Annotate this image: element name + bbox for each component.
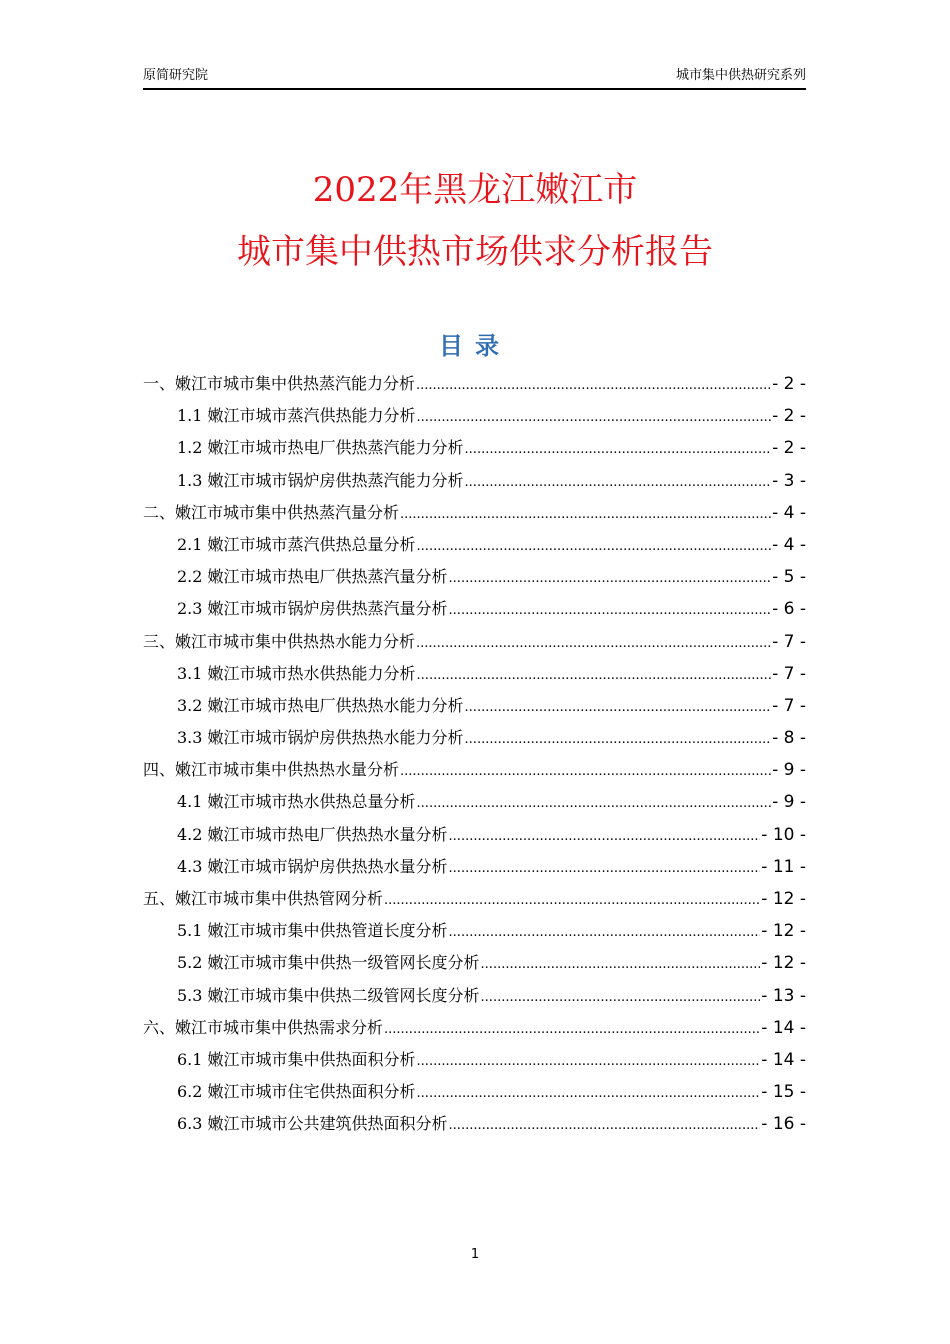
toc-entry-chapter[interactable] — [143, 371, 806, 403]
toc-entry-chapter[interactable] — [143, 500, 806, 532]
toc-entry-page: - 5 - — [772, 567, 806, 588]
toc-dot-leader — [416, 374, 771, 393]
toc-entry-label: 1.1 嫩江市城市蒸汽供热能力分析 — [177, 406, 416, 426]
toc-entry-page: - 7 - — [772, 631, 806, 652]
toc-entry-page: - 4 - — [772, 534, 806, 555]
toc-entry-label: 4.1 嫩江市城市热水供热总量分析 — [177, 792, 416, 812]
toc-dot-leader — [481, 986, 761, 1005]
toc-dot-leader — [400, 760, 771, 779]
report-title-line-1: 2022年黑龙江嫩江市 — [312, 170, 638, 210]
toc-entry-page: - 11 - — [761, 856, 806, 877]
toc-entry-section[interactable] — [143, 725, 806, 757]
toc-entry-label: 一、嫩江市城市集中供热蒸汽能力分析 — [143, 374, 416, 393]
toc-entry-label: 5.2 嫩江市城市集中供热一级管网长度分析 — [177, 953, 480, 973]
toc-entry-section[interactable] — [143, 822, 806, 854]
toc-entry-page: - 13 - — [761, 985, 806, 1006]
toc-entry-chapter[interactable] — [143, 886, 806, 918]
toc-dot-leader — [417, 535, 772, 554]
toc-entry-page: - 10 - — [761, 824, 806, 845]
toc-entry-section[interactable] — [143, 1047, 806, 1079]
toc-heading: 目录 — [439, 332, 511, 360]
toc-entry-page: - 12 - — [761, 921, 806, 942]
header-organization: 原简研究院 — [143, 68, 209, 83]
toc-entry-label: 2.2 嫩江市城市热电厂供热蒸汽量分析 — [177, 567, 448, 587]
toc-dot-leader — [449, 921, 761, 940]
toc-entry-section[interactable] — [143, 918, 806, 950]
toc-entry-section[interactable] — [143, 789, 806, 821]
toc-entry-label: 六、嫩江市城市集中供热需求分析 — [143, 1017, 384, 1037]
toc-dot-leader — [417, 1050, 761, 1069]
toc-dot-leader — [465, 728, 772, 747]
toc-entry-section[interactable] — [143, 1111, 806, 1143]
toc-entry-label: 6.1 嫩江市城市集中供热面积分析 — [177, 1049, 416, 1069]
toc-entry-label: 三、嫩江市城市集中供热热水能力分析 — [143, 631, 416, 651]
toc-entry-section[interactable] — [143, 435, 806, 467]
toc-entry-label: 4.3 嫩江市城市锅炉房供热热水量分析 — [177, 856, 448, 876]
toc-entry-page: - 7 - — [772, 663, 806, 684]
toc-entry-page: - 7 - — [772, 695, 806, 716]
page-header — [143, 66, 806, 90]
toc-entry-section[interactable] — [143, 596, 806, 628]
toc-entry-section[interactable] — [143, 403, 806, 435]
toc-entry-section[interactable] — [143, 661, 806, 693]
toc-entry-section[interactable] — [143, 1079, 806, 1111]
toc-entry-label: 四、嫩江市城市集中供热热水量分析 — [143, 760, 400, 780]
toc-entry-label: 五、嫩江市城市集中供热管网分析 — [143, 889, 384, 908]
toc-entry-page: - 3 - — [772, 470, 806, 491]
toc-entry-page: - 14 - — [761, 1017, 806, 1038]
toc-dot-leader — [465, 471, 772, 490]
toc-entry-page: - 4 - — [772, 502, 806, 523]
toc-entry-section[interactable] — [143, 950, 806, 982]
toc-dot-leader — [384, 1018, 760, 1037]
toc-entry-page: - 9 - — [772, 792, 806, 813]
toc-entry-page: - 12 - — [761, 889, 806, 909]
toc-dot-leader — [384, 889, 760, 908]
toc-dot-leader — [481, 953, 761, 972]
toc-dot-leader — [465, 438, 772, 457]
toc-entry-section[interactable] — [143, 854, 806, 886]
toc-dot-leader — [449, 857, 761, 876]
toc-dot-leader — [465, 696, 772, 715]
toc-entry-chapter[interactable] — [143, 757, 806, 789]
header-series-name: 城市集中供热研究系列 — [675, 68, 806, 83]
toc-entry-page: - 14 - — [761, 1049, 806, 1070]
toc-entry-page: - 16 - — [761, 1114, 806, 1135]
toc-entry-section[interactable] — [143, 983, 806, 1015]
toc-dot-leader — [417, 792, 772, 811]
toc-entry-chapter[interactable] — [143, 629, 806, 661]
toc-entry-label: 4.2 嫩江市城市热电厂供热热水量分析 — [177, 824, 448, 844]
toc-entry-label: 2.1 嫩江市城市蒸汽供热总量分析 — [177, 534, 416, 554]
toc-entry-label: 5.1 嫩江市城市集中供热管道长度分析 — [177, 921, 448, 941]
page-number: 1 — [470, 1247, 480, 1262]
toc-entry-label: 3.3 嫩江市城市锅炉房供热热水能力分析 — [177, 728, 464, 748]
toc-entry-chapter[interactable] — [143, 1015, 806, 1047]
toc-entry-page: - 9 - — [772, 760, 806, 781]
toc-dot-leader — [417, 1082, 761, 1101]
toc-entry-label: 3.1 嫩江市城市热水供热能力分析 — [177, 663, 416, 683]
toc-dot-leader — [417, 406, 772, 425]
table-of-contents — [143, 371, 806, 1144]
toc-entry-label: 5.3 嫩江市城市集中供热二级管网长度分析 — [177, 985, 480, 1005]
toc-entry-page: - 6 - — [772, 599, 806, 620]
toc-dot-leader — [449, 1114, 761, 1133]
toc-entry-page: - 8 - — [772, 728, 806, 749]
toc-entry-section[interactable] — [143, 532, 806, 564]
toc-entry-label: 1.3 嫩江市城市锅炉房供热蒸汽能力分析 — [177, 470, 464, 490]
toc-entry-section[interactable] — [143, 468, 806, 500]
toc-entry-label: 二、嫩江市城市集中供热蒸汽量分析 — [143, 502, 400, 522]
toc-entry-label: 3.2 嫩江市城市热电厂供热热水能力分析 — [177, 695, 464, 715]
toc-entry-page: - 2 - — [772, 438, 806, 459]
toc-dot-leader — [449, 599, 772, 618]
toc-entry-page: - 12 - — [761, 953, 806, 974]
toc-dot-leader — [400, 503, 771, 522]
toc-entry-page: - 15 - — [761, 1082, 806, 1103]
toc-entry-section[interactable] — [143, 564, 806, 596]
toc-dot-leader — [416, 632, 771, 651]
toc-entry-section[interactable] — [143, 693, 806, 725]
toc-entry-label: 2.3 嫩江市城市锅炉房供热蒸汽量分析 — [177, 599, 448, 619]
toc-entry-page: - 2 - — [772, 406, 806, 427]
toc-dot-leader — [449, 567, 772, 586]
toc-entry-label: 1.2 嫩江市城市热电厂供热蒸汽能力分析 — [177, 438, 464, 458]
toc-entry-page: - 2 - — [772, 374, 806, 394]
toc-dot-leader — [417, 664, 772, 683]
toc-entry-label: 6.3 嫩江市城市公共建筑供热面积分析 — [177, 1114, 448, 1134]
report-title-line-2: 城市集中供热市场供求分析报告 — [237, 232, 713, 272]
toc-entry-label: 6.2 嫩江市城市住宅供热面积分析 — [177, 1082, 416, 1102]
toc-dot-leader — [449, 825, 761, 844]
